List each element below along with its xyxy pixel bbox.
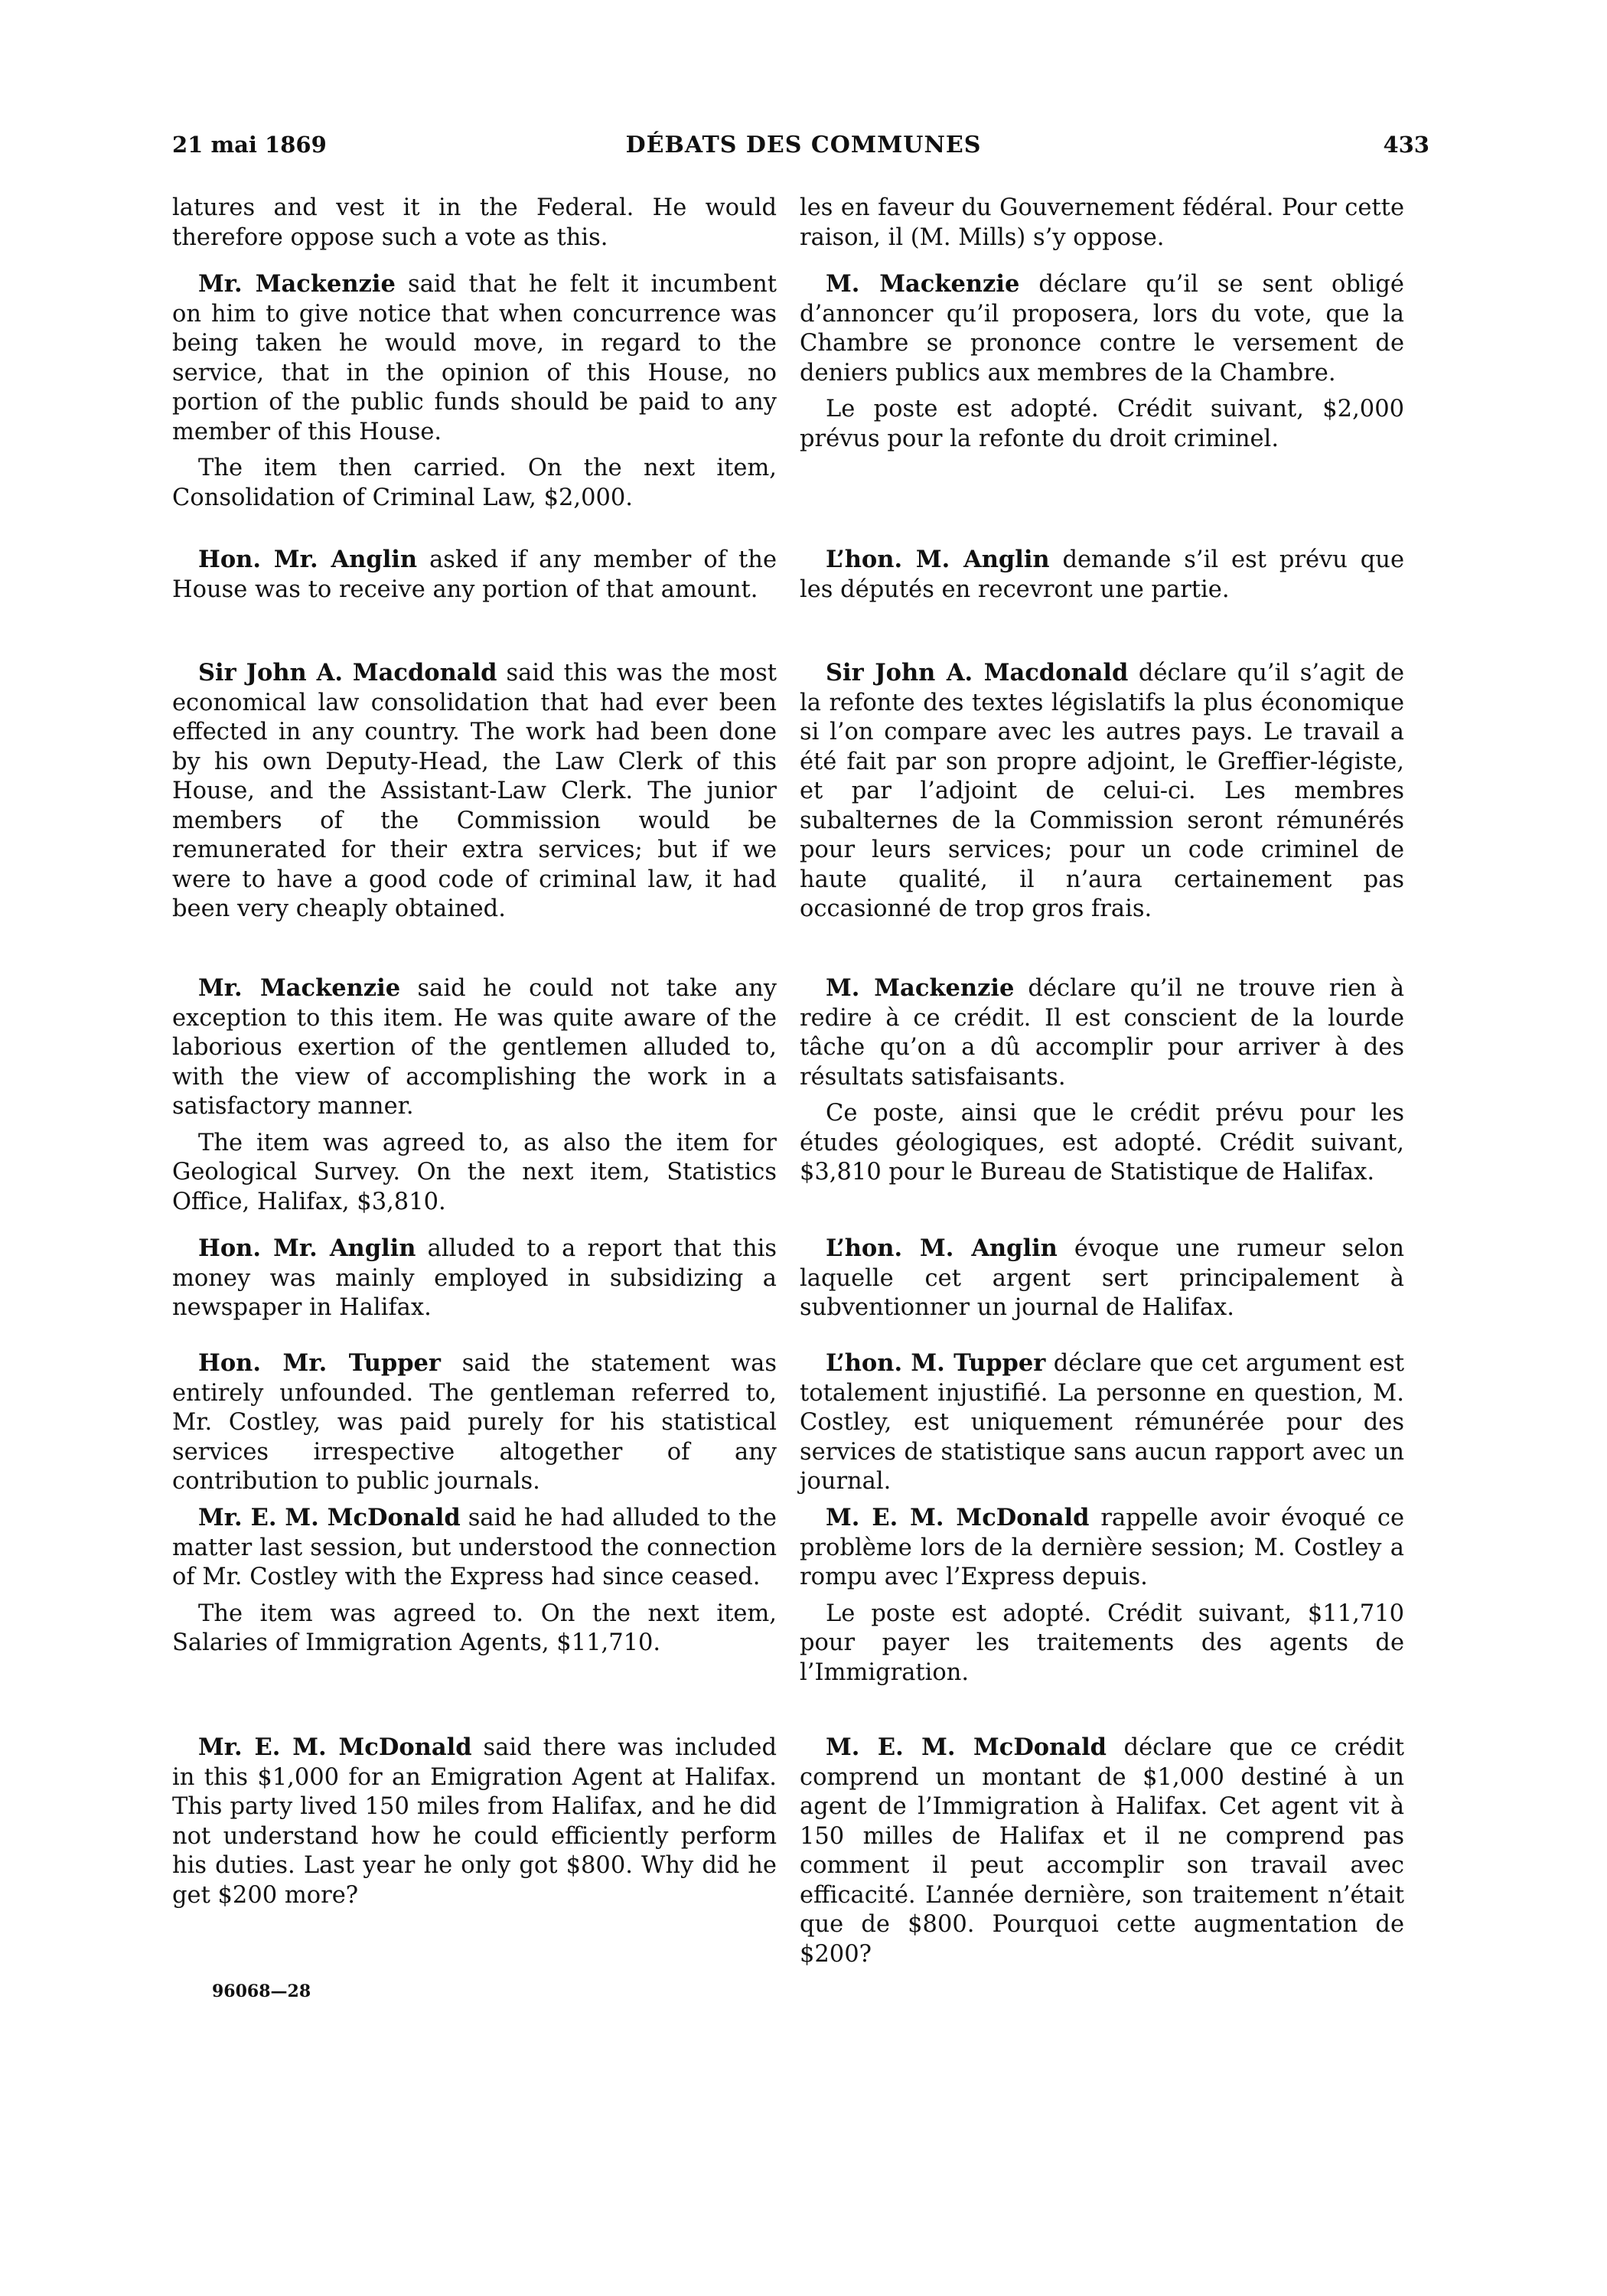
- en-paragraph: Mr. E. M. McDonald said there was included in this $1,000 for an Emigration Agent at Halifax. This party lived 150 miles from Halifax, and he did not understand how he could efficiently perform his duties. Last year he only got $800. Why did he get $200 more?: [172, 1733, 777, 1909]
- en-block-6: [172, 1234, 777, 1323]
- en-block-7: [172, 1349, 777, 1497]
- en-paragraph: The item was agreed to. On the next item, Salaries of Immigration Agents, $11,710.: [172, 1600, 777, 1656]
- fr-paragraph: Ce poste, ainsi que le crédit prévu pour les études géologiques, est adopté. Crédit suivant, $3,810 pour le Bureau de Statistique de Halifax.: [800, 1100, 1404, 1186]
- fr-block-7: [800, 1349, 1404, 1497]
- en-paragraph: Hon. Mr. Anglin asked if any member of the House was to receive any portion of that amount.: [172, 546, 777, 603]
- fr-paragraph: L’hon. M. Anglin évoque une rumeur selon laquelle cet argent sert principalement à subventionner un journal de Halifax.: [800, 1234, 1404, 1321]
- en-paragraph: Sir John A. Macdonald said this was the most economical law consolidation that had ever been effected in any country. The work had been done by his own Deputy-Head, the Law Clerk of this House, and the Assistant-Law Clerk. The junior members of the Commission would be remunerated for their extra services; but if we were to have a good code of criminal law, it had been very cheaply obtained.: [172, 659, 777, 922]
- en-paragraph: The item then carried. On the next item, Consolidation of Criminal Law, $2,000.: [172, 455, 777, 511]
- en-block-1: [172, 193, 777, 253]
- header-title: DÉBATS DES COMMUNES: [625, 132, 982, 158]
- en-block-9: [172, 1733, 777, 1910]
- fr-paragraph: M. Mackenzie déclare qu’il ne trouve rien à redire à ce crédit. Il est conscient de la lourde tâche qu’on a dû accomplir pour arriver à des résultats satisfaisants.: [800, 974, 1404, 1091]
- en-paragraph: Hon. Mr. Tupper said the statement was entirely unfounded. The gentleman referred to, Mr. Costley, was paid purely for his statistical services irrespective altogether of any contribution to public journals.: [172, 1349, 777, 1495]
- en-block-5: [172, 974, 777, 1217]
- fr-paragraph: L’hon. M. Anglin demande s’il est prévu que les députés en recevront une partie.: [800, 546, 1404, 603]
- header-date: 21 mai 1869: [172, 132, 327, 158]
- fr-block-4: [800, 658, 1404, 925]
- fr-paragraph: Le poste est adopté. Crédit suivant, $11,710 pour payer les traitements des agents de l’Immigration.: [800, 1600, 1404, 1686]
- en-block-4: [172, 658, 777, 925]
- fr-paragraph: M. E. M. McDonald déclare que ce crédit comprend un montant de $1,000 destiné à un agent de l’Immigration à Halifax. Cet agent vit à 150 milles de Halifax et il ne comprend pas comment il peut accomplir son travail avec efficacité. L’année dernière, son traitement n’était que de $800. Pourquoi cette augmentation de $200?: [800, 1733, 1404, 1968]
- fr-paragraph: les en faveur du Gouvernement fédéral. Pour cette raison, il (M. Mills) s’y oppose.: [800, 194, 1404, 251]
- fr-paragraph: Sir John A. Macdonald déclare qu’il s’agit de la refonte des textes législatifs la plus économique si l’on compare avec les autres pays. Le travail a été fait par son propre adjoint, le Greffier-légiste, et par l’adjoint de celui-ci. Les membres subalternes de la Commission seront rémunérés pour leurs services; pour un code criminel de haute qualité, il n’aura certainement pas occasionné de trop gros frais.: [800, 659, 1404, 922]
- fr-paragraph: M. E. M. McDonald rappelle avoir évoqué ce problème lors de la dernière session; M. Costley a rompu avec l’Express depuis.: [800, 1504, 1404, 1590]
- page-number: 433: [1383, 132, 1429, 158]
- fr-block-6: [800, 1234, 1404, 1323]
- en-block-8: [172, 1503, 777, 1658]
- en-paragraph: Hon. Mr. Anglin alluded to a report that this money was mainly employed in subsidizing a newspaper in Halifax.: [172, 1234, 777, 1321]
- en-paragraph: latures and vest it in the Federal. He would therefore oppose such a vote as this.: [172, 194, 777, 251]
- en-paragraph: The item was agreed to, as also the item for Geological Survey. On the next item, Statistics Office, Halifax, $3,810.: [172, 1129, 777, 1215]
- fr-block-8: [800, 1503, 1404, 1688]
- fr-block-5: [800, 974, 1404, 1188]
- fr-paragraph: Le poste est adopté. Crédit suivant, $2,000 prévus pour la refonte du droit criminel.: [800, 396, 1404, 452]
- fr-block-2: [800, 269, 1404, 454]
- fr-block-3: [800, 545, 1404, 605]
- en-paragraph: Mr. E. M. McDonald said he had alluded to the matter last session, but understood the connection of Mr. Costley with the Express had since ceased.: [172, 1504, 777, 1590]
- footer-code: 96068—28: [212, 1981, 311, 2001]
- en-paragraph: Mr. Mackenzie said that he felt it incumbent on him to give notice that when concurrence was being taken he would move, in regard to the service, that in the opinion of this House, no portion of the public funds should be paid to any member of this House.: [172, 270, 777, 445]
- en-paragraph: Mr. Mackenzie said he could not take any exception to this item. He was quite aware of the laborious exertion of the gentlemen alluded to, with the view of accomplishing the work in a satisfactory manner.: [172, 974, 777, 1120]
- fr-paragraph: L’hon. M. Tupper déclare que cet argument est totalement injustifié. La personne en question, M. Costley, est uniquement rémunérée pour des services de statistique sans aucun rapport avec un journal.: [800, 1349, 1404, 1495]
- fr-block-1: [800, 193, 1404, 253]
- fr-paragraph: M. Mackenzie déclare qu’il se sent obligé d’annoncer qu’il proposera, lors du vote, que la Chambre se prononce contre le versement de deniers publics aux membres de la Chambre.: [800, 270, 1404, 386]
- en-block-2: [172, 269, 777, 513]
- en-block-3: [172, 545, 777, 605]
- fr-block-9: [800, 1733, 1404, 1969]
